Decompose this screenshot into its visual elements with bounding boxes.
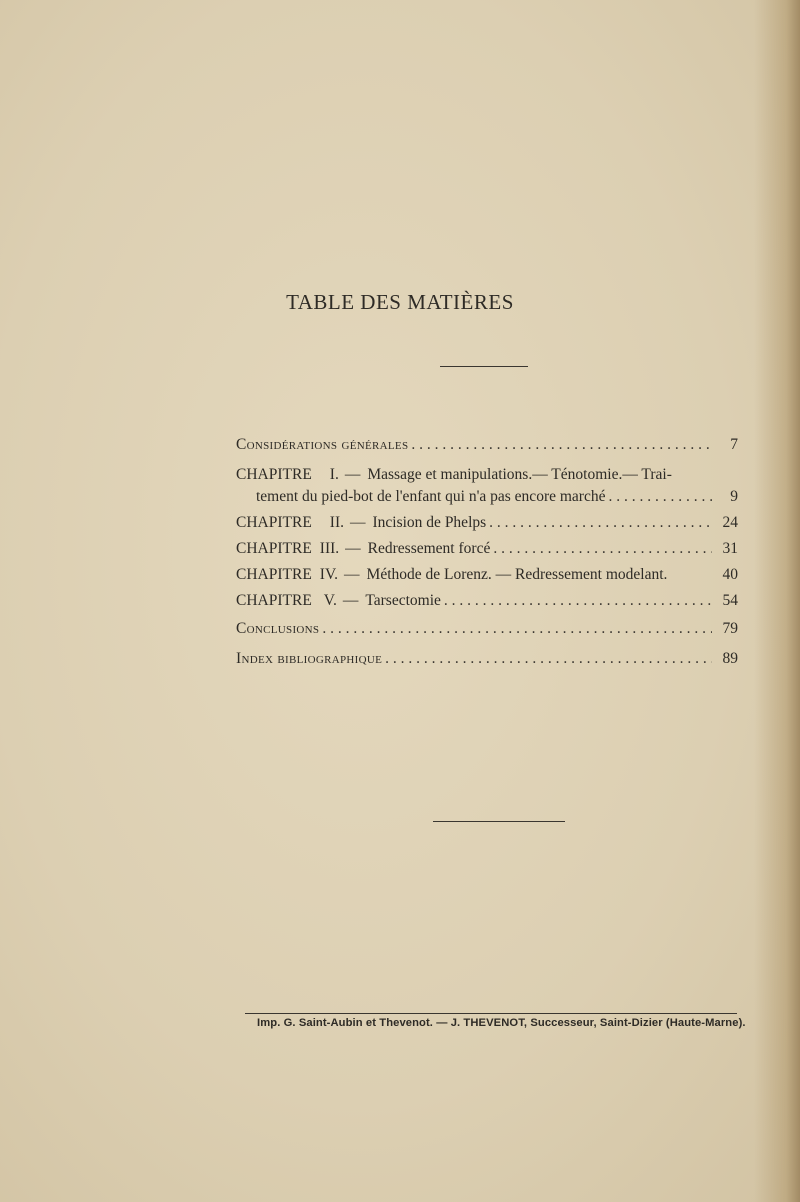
toc-entry-chapter-3 (236, 540, 738, 562)
dot-leader (493, 540, 712, 558)
chapter-title-line2: tement du pied-bot de l'enfant qui n'a pas encore marché (256, 488, 606, 505)
dot-leader (385, 650, 712, 668)
chapter-word: CHAPITRE (236, 540, 312, 557)
title-divider (440, 366, 528, 367)
toc-page-number: 9 (730, 488, 738, 505)
toc-page-number: 31 (722, 540, 738, 557)
chapter-separator: — (344, 566, 360, 583)
chapter-number: V. (323, 592, 337, 609)
chapter-number: II. (329, 514, 344, 531)
dot-leader (489, 514, 712, 532)
toc-entry-index (236, 650, 738, 672)
chapter-title-line1: Massage et manipulations.— Ténotomie.— Trai- (367, 466, 672, 483)
chapter-separator: — (344, 466, 361, 483)
imprint-rule (245, 1013, 737, 1014)
toc-entry-considerations (236, 436, 738, 458)
chapter-number: III. (319, 540, 340, 557)
toc-page-number: 79 (722, 620, 738, 637)
toc-page-number: 7 (730, 436, 738, 453)
chapter-separator: — (342, 592, 359, 609)
chapter-word: CHAPITRE (236, 466, 312, 483)
chapter-separator: — (350, 514, 366, 531)
toc-entry-label: Considérations générales (236, 436, 409, 453)
printer-imprint: Imp. G. Saint-Aubin et Thevenot. — J. THEVENOT, Successeur, Saint-Dizier (Haute-Marne). (257, 1017, 746, 1029)
toc-entry-chapter-1-line1 (236, 466, 738, 488)
page-title: TABLE DES MATIÈRES (286, 290, 514, 314)
toc-page-number: 40 (722, 566, 738, 583)
chapter-word: CHAPITRE (236, 514, 312, 531)
chapter-title: Tarsectomie (365, 592, 441, 609)
chapter-word: CHAPITRE (236, 592, 312, 609)
bottom-divider (433, 821, 565, 822)
chapter-number: I. (329, 466, 339, 483)
toc-page-number: 89 (722, 650, 738, 667)
chapter-number: IV. (319, 566, 339, 583)
chapter-title: Méthode de Lorenz. — Redressement modelant. (366, 566, 668, 583)
dot-leader (444, 592, 712, 610)
dot-leader (322, 620, 712, 638)
dot-leader (411, 436, 712, 454)
toc-entry-chapter-4 (236, 566, 738, 588)
chapter-title: Incision de Phelps (372, 514, 487, 531)
dot-leader (608, 488, 712, 506)
toc-entry-label: Index bibliographique (236, 650, 383, 667)
toc-page-number: 54 (722, 592, 738, 609)
page-edge-shadow (754, 0, 800, 1202)
chapter-title: Redressement forcé (367, 540, 491, 557)
chapter-word: CHAPITRE (236, 566, 312, 583)
toc-entry-label: Conclusions (236, 620, 320, 637)
toc-entry-chapter-2 (236, 514, 738, 536)
toc-entry-chapter-1-line2 (236, 488, 738, 510)
toc-entry-conclusions (236, 620, 738, 642)
toc-entry-chapter-5 (236, 592, 738, 614)
toc-page-number: 24 (722, 514, 738, 531)
chapter-separator: — (345, 540, 361, 557)
